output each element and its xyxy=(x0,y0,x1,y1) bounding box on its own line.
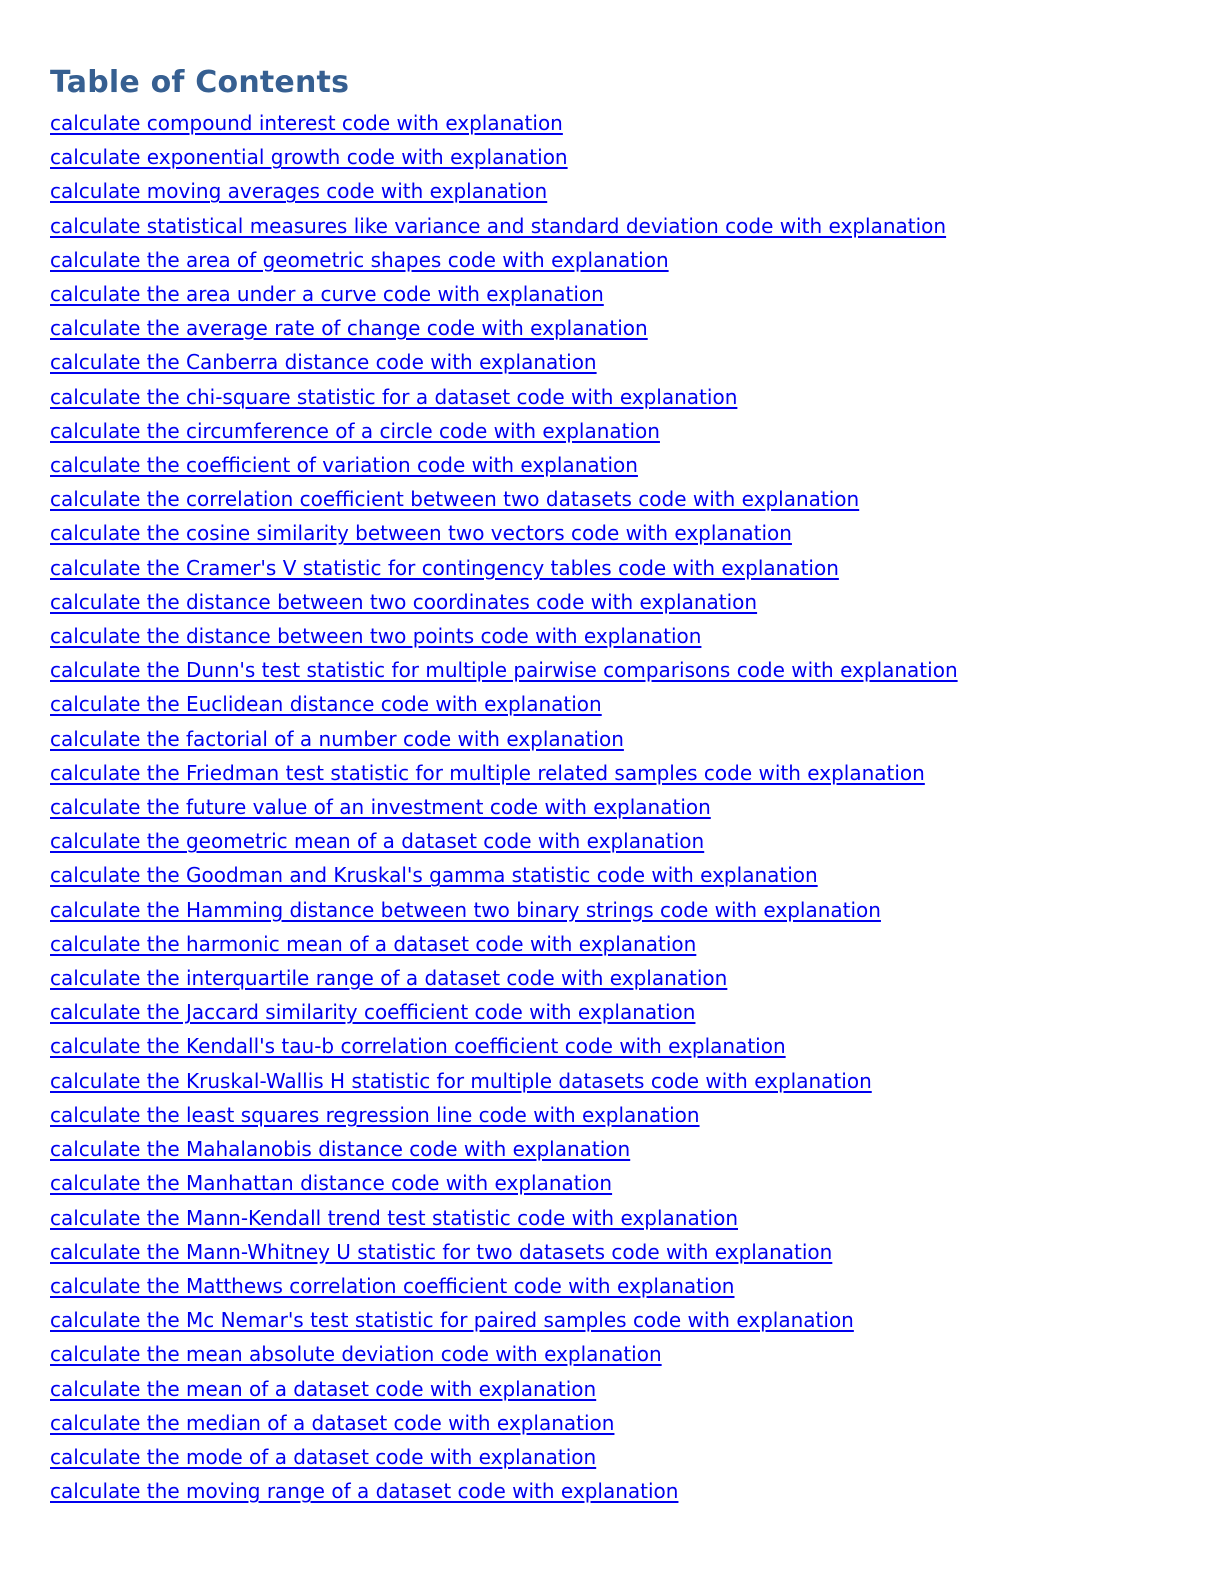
toc-link[interactable]: calculate the future value of an investment code with explanation xyxy=(50,795,711,820)
toc-link[interactable]: calculate the Euclidean distance code with explanation xyxy=(50,692,602,717)
toc-link[interactable]: calculate statistical measures like variance and standard deviation code with explanation xyxy=(50,213,947,238)
toc-link[interactable]: calculate the Hamming distance between two binary strings code with explanation xyxy=(50,897,881,922)
toc-link[interactable]: calculate the Mann-Kendall trend test statistic code with explanation xyxy=(50,1205,739,1230)
toc-link[interactable]: calculate the mode of a dataset code with explanation xyxy=(50,1444,597,1469)
toc-link[interactable]: calculate the distance between two points code with explanation xyxy=(50,624,702,649)
toc-link[interactable]: calculate the area under a curve code with explanation xyxy=(50,282,604,307)
toc-link[interactable]: calculate the factorial of a number code with explanation xyxy=(50,726,624,751)
toc-link[interactable]: calculate the Matthews correlation coefficient code with explanation xyxy=(50,1273,735,1298)
toc-link[interactable]: calculate the Mahalanobis distance code with explanation xyxy=(50,1137,631,1162)
toc-link[interactable]: calculate the coefficient of variation code with explanation xyxy=(50,453,638,478)
toc-link[interactable]: calculate the Manhattan distance code with explanation xyxy=(50,1171,613,1196)
toc-link[interactable]: calculate the moving range of a dataset code with explanation xyxy=(50,1479,679,1504)
toc-link[interactable]: calculate the median of a dataset code with explanation xyxy=(50,1410,615,1435)
toc-link[interactable]: calculate the chi-square statistic for a dataset code with explanation xyxy=(50,384,738,409)
toc-link[interactable]: calculate the least squares regression line code with explanation xyxy=(50,1102,700,1127)
toc-link[interactable]: calculate the mean absolute deviation code with explanation xyxy=(50,1342,662,1367)
toc-link[interactable]: calculate the Cramer's V statistic for contingency tables code with explanation xyxy=(50,555,839,580)
toc-link[interactable]: calculate the cosine similarity between two vectors code with explanation xyxy=(50,521,792,546)
toc-link[interactable]: calculate the Dunn's test statistic for multiple pairwise comparisons code with explanation xyxy=(50,658,958,683)
toc-link[interactable]: calculate the interquartile range of a dataset code with explanation xyxy=(50,966,728,991)
toc-link[interactable]: calculate the harmonic mean of a dataset code with explanation xyxy=(50,931,697,956)
toc-link[interactable]: calculate moving averages code with explanation xyxy=(50,179,548,204)
toc-link[interactable]: calculate the area of geometric shapes code with explanation xyxy=(50,247,669,272)
page-title: Table of Contents xyxy=(50,65,350,100)
toc-link[interactable]: calculate the geometric mean of a dataset code with explanation xyxy=(50,829,705,854)
toc-link[interactable]: calculate the average rate of change code with explanation xyxy=(50,316,648,341)
toc-link[interactable]: calculate compound interest code with explanation xyxy=(50,111,563,135)
toc-link[interactable]: calculate the Jaccard similarity coefficient code with explanation xyxy=(50,1000,696,1025)
toc-link[interactable]: calculate the Mann-Whitney U statistic for two datasets code with explanation xyxy=(50,1239,833,1264)
toc-link[interactable]: calculate the circumference of a circle code with explanation xyxy=(50,418,660,443)
toc-link[interactable]: calculate the mean of a dataset code with explanation xyxy=(50,1376,597,1401)
table-of-contents-list xyxy=(50,106,1184,1508)
toc-link[interactable]: calculate the distance between two coordinates code with explanation xyxy=(50,589,758,614)
toc-link[interactable]: calculate the Canberra distance code with explanation xyxy=(50,350,597,375)
toc-link[interactable]: calculate exponential growth code with explanation xyxy=(50,145,568,170)
toc-link[interactable]: calculate the correlation coefficient between two datasets code with explanation xyxy=(50,487,860,512)
toc-link[interactable]: calculate the Goodman and Kruskal's gamma statistic code with explanation xyxy=(50,863,818,888)
toc-link[interactable]: calculate the Kruskal-Wallis H statistic for multiple datasets code with explanation xyxy=(50,1068,872,1093)
toc-link[interactable]: calculate the Kendall's tau-b correlation coefficient code with explanation xyxy=(50,1034,786,1059)
toc-link[interactable]: calculate the Friedman test statistic for multiple related samples code with explanation xyxy=(50,760,925,785)
toc-link[interactable]: calculate the Mc Nemar's test statistic for paired samples code with explanation xyxy=(50,1308,854,1333)
